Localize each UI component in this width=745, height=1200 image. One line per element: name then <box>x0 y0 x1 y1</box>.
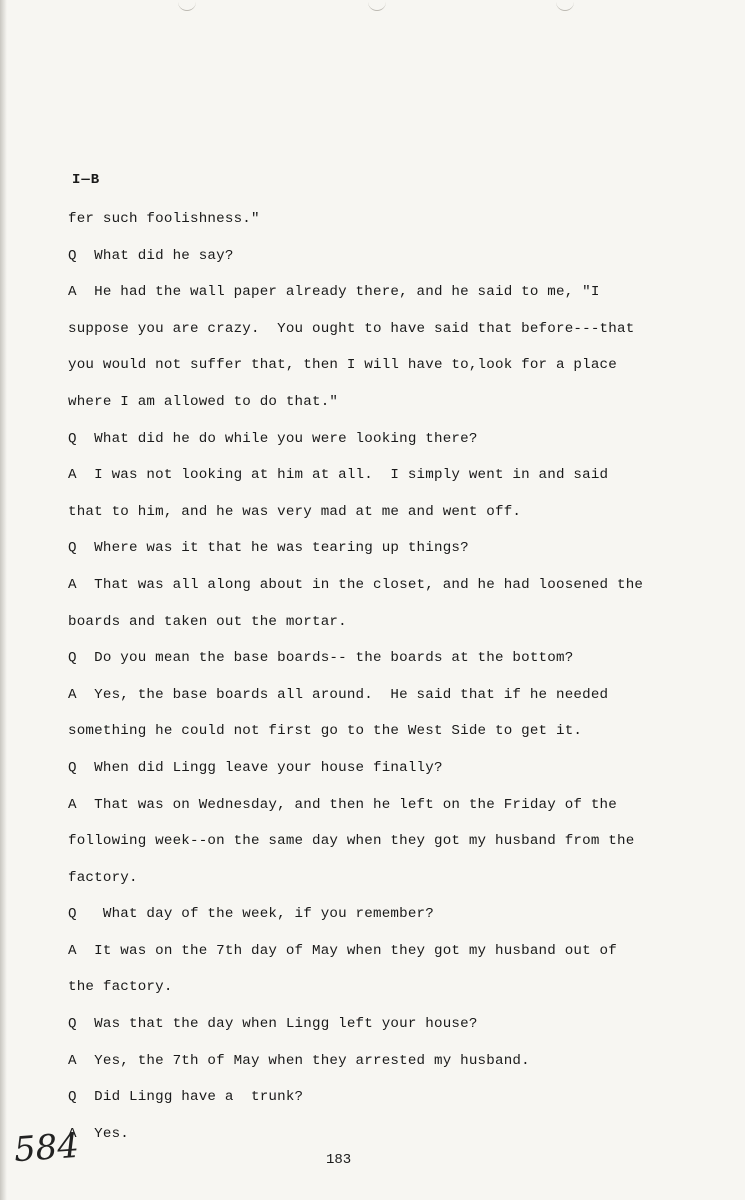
transcript-line: Q What did he say? <box>68 247 234 264</box>
testimony-transcript <box>68 207 708 1158</box>
transcript-line: A Yes, the base boards all around. He said that if he needed <box>68 686 609 703</box>
transcript-line: A Yes. <box>68 1125 129 1142</box>
transcript-line: A Yes, the 7th of May when they arrested my husband. <box>68 1052 530 1069</box>
handwritten-number: 584 <box>12 1125 81 1171</box>
transcript-line: where I am allowed to do that." <box>68 393 339 410</box>
transcript-line: A That was on Wednesday, and then he left on the Friday of the <box>68 796 617 813</box>
transcript-line: Q When did Lingg leave your house finally? <box>68 759 443 776</box>
transcript-line: Q What day of the week, if you remember? <box>68 906 434 923</box>
transcript-line: suppose you are crazy. You ought to have said that before---that <box>68 320 635 337</box>
punch-hole-mark <box>556 0 574 11</box>
transcript-line: Q Do you mean the base boards-- the boards at the bottom? <box>68 650 574 667</box>
transcript-line: following week--on the same day when they got my husband from the <box>68 833 635 850</box>
punch-hole-mark <box>178 0 196 11</box>
transcript-line: Q Did Lingg have a trunk? <box>68 1089 304 1106</box>
transcript-line: Q What did he do while you were looking there? <box>68 430 478 447</box>
transcript-line: A He had the wall paper already there, and he said to me, "I <box>68 284 600 301</box>
transcript-line: factory. <box>68 869 138 886</box>
transcript-line: you would not suffer that, then I will have to,look for a place <box>68 357 617 374</box>
section-identifier: I—B <box>72 172 101 188</box>
binding-edge <box>0 0 7 1200</box>
transcript-line: Q Was that the day when Lingg left your house? <box>68 1016 478 1033</box>
transcript-line: that to him, and he was very mad at me and went off. <box>68 503 522 520</box>
transcript-line: boards and taken out the mortar. <box>68 613 347 630</box>
transcript-line: something he could not first go to the West Side to get it. <box>68 723 583 740</box>
transcript-line: A That was all along about in the closet, and he had loosened the <box>68 576 644 593</box>
page-number: 183 <box>326 1152 352 1168</box>
punch-hole-mark <box>368 0 386 11</box>
transcript-line: Q Where was it that he was tearing up things? <box>68 540 469 557</box>
transcript-line: the factory. <box>68 979 173 996</box>
transcript-line: A I was not looking at him at all. I simply went in and said <box>68 467 609 484</box>
transcript-line: fer such foolishness." <box>68 211 260 227</box>
transcript-line: A It was on the 7th day of May when they got my husband out of <box>68 942 617 959</box>
